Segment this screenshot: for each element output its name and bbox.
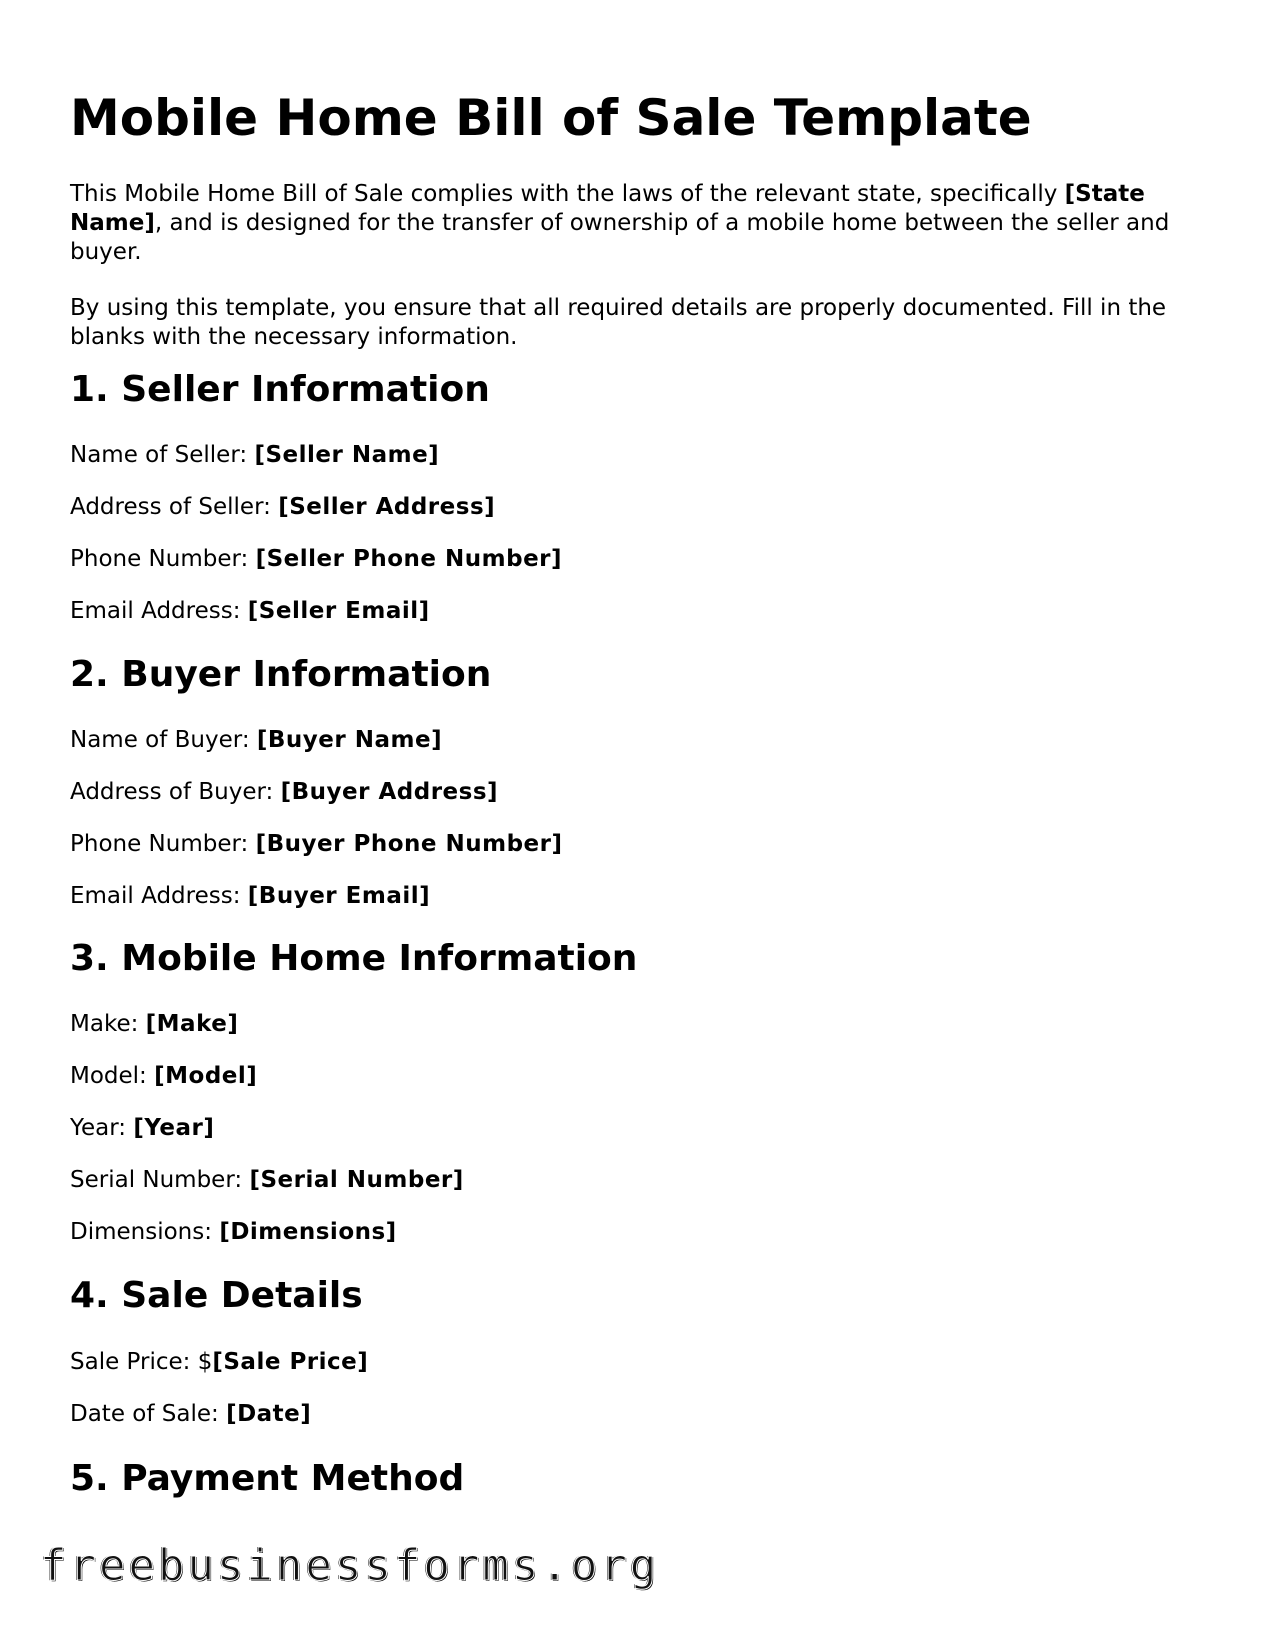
field-sale-price (70, 1347, 368, 1377)
field-label: Serial Number: (70, 1167, 250, 1193)
field-value: [Buyer Email] (247, 883, 431, 909)
field-value: [Serial Number] (249, 1167, 464, 1193)
section-heading-sale-details: 4. Sale Details (70, 1275, 363, 1316)
field-label: Date of Sale: (70, 1401, 227, 1427)
field-label: Dimensions: (70, 1219, 220, 1245)
field-label: Phone Number: (70, 546, 256, 572)
field-label: Make: (70, 1011, 146, 1037)
field-year (70, 1113, 214, 1143)
field-label: Model: (70, 1063, 155, 1089)
field-seller-email (70, 596, 430, 626)
field-label: Address of Buyer: (70, 779, 281, 805)
field-make (70, 1009, 238, 1039)
field-value: [Year] (133, 1115, 215, 1141)
field-buyer-email (70, 881, 430, 911)
state-name-placeholder: [State Name] (70, 181, 1145, 236)
site-watermark: freebusinessforms.org (40, 1540, 660, 1591)
field-date-of-sale (70, 1399, 311, 1429)
field-seller-phone (70, 544, 562, 574)
field-model (70, 1061, 257, 1091)
field-label: Name of Buyer: (70, 727, 257, 753)
section-heading-buyer: 2. Buyer Information (70, 654, 492, 695)
field-label: Sale Price: $ (70, 1349, 213, 1375)
section-heading-seller: 1. Seller Information (70, 369, 490, 410)
section-heading-mobile-home: 3. Mobile Home Information (70, 938, 638, 979)
page-title: Mobile Home Bill of Sale Template (70, 89, 1032, 147)
field-label: Address of Seller: (70, 494, 279, 520)
field-value: [Seller Address] (278, 494, 496, 520)
intro-paragraph-2: By using this template, you ensure that all required details are properly documented. Fill in the blanks with the necessary information. (70, 295, 1167, 350)
field-seller-address (70, 492, 495, 522)
field-dimensions (70, 1217, 397, 1247)
section-heading-payment-method: 5. Payment Method (70, 1458, 465, 1499)
field-value: [Model] (154, 1063, 258, 1089)
field-label: Name of Seller: (70, 442, 255, 468)
field-label: Phone Number: (70, 831, 256, 857)
field-value: [Buyer Address] (280, 779, 499, 805)
field-value: [Buyer Name] (256, 727, 443, 753)
field-seller-name (70, 440, 439, 470)
intro-text-before: This Mobile Home Bill of Sale complies with the laws of the relevant state, specifically (70, 181, 1065, 207)
field-label: Email Address: (70, 598, 248, 624)
intro-paragraph-1 (70, 180, 1200, 267)
field-value: [Seller Email] (247, 598, 430, 624)
field-value: [Make] (145, 1011, 239, 1037)
field-buyer-address (70, 777, 498, 807)
field-serial-number (70, 1165, 464, 1195)
field-value: [Dimensions] (219, 1219, 397, 1245)
field-label: Email Address: (70, 883, 248, 909)
field-value: [Sale Price] (212, 1349, 369, 1375)
field-label: Year: (70, 1115, 134, 1141)
field-value: [Seller Name] (254, 442, 440, 468)
field-buyer-name (70, 725, 442, 755)
field-buyer-phone (70, 829, 563, 859)
intro-text-after: , and is designed for the transfer of ownership of a mobile home between the seller and buyer. (70, 210, 1170, 265)
field-value: [Buyer Phone Number] (255, 831, 563, 857)
field-value: [Seller Phone Number] (255, 546, 563, 572)
field-value: [Date] (226, 1401, 312, 1427)
